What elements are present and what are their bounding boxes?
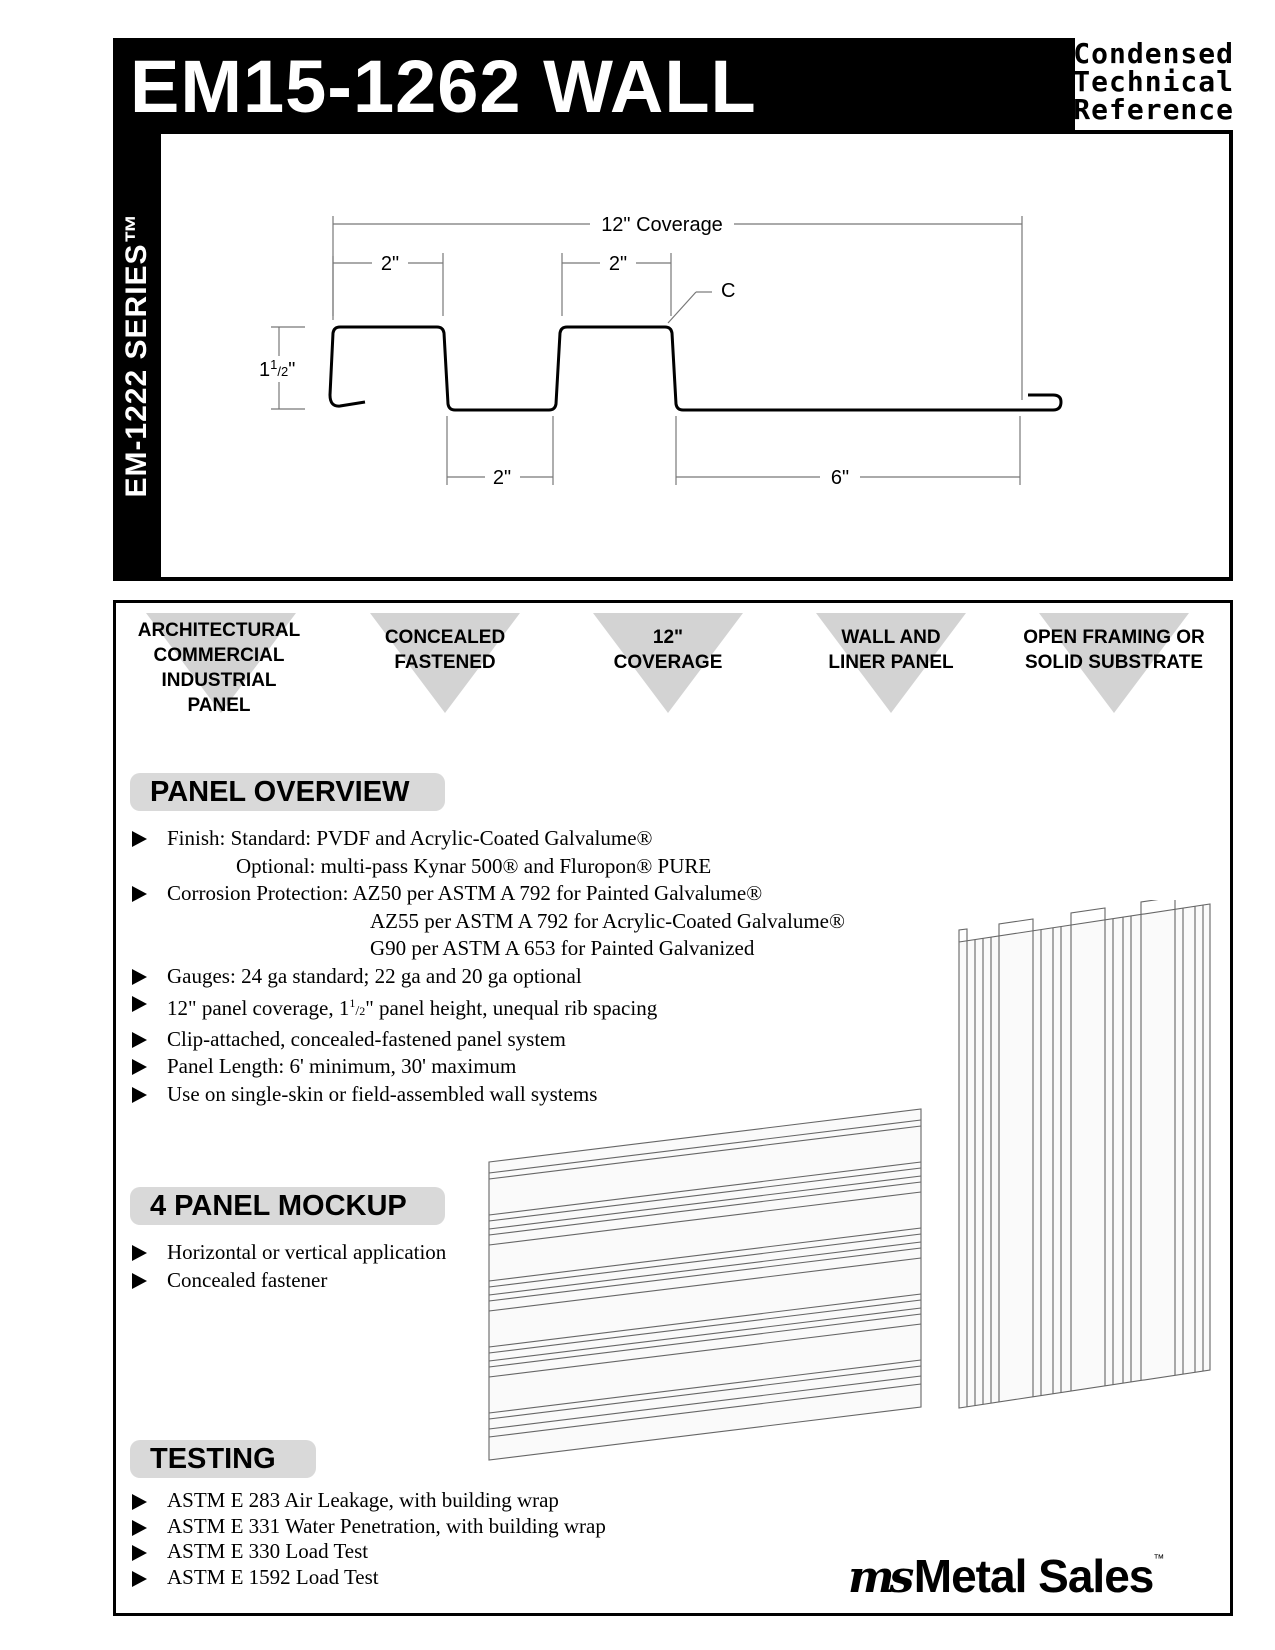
testing-heading-text: TESTING bbox=[150, 1443, 276, 1475]
reference-line-1: Condensed bbox=[1073, 37, 1234, 70]
length-item: Panel Length: 6' minimum, 30' maximum bbox=[130, 1053, 845, 1081]
mockup-heading bbox=[130, 1187, 445, 1225]
corrosion-item: Corrosion Protection: AZ50 per ASTM A 792 for Painted Galvalume® bbox=[130, 880, 845, 908]
dimension-labels bbox=[259, 214, 849, 489]
feature-concealed-fastened: CONCEALED FASTENED bbox=[384, 627, 506, 673]
logo-trademark: ™ bbox=[1153, 1553, 1165, 1565]
coverage-label: 12" Coverage bbox=[601, 214, 723, 236]
coverage-item: 12" panel coverage, $1^1/2$" panel height, unequal rib spacing bbox=[130, 990, 845, 1026]
reference-line-3: Reference bbox=[1073, 93, 1234, 126]
rib-top-left-label: 2" bbox=[380, 253, 400, 275]
panel-overview-heading bbox=[130, 773, 445, 811]
horizontal-panel-illustration bbox=[485, 1105, 925, 1465]
rib-top-right-label: 2" bbox=[608, 253, 628, 275]
testing-heading bbox=[130, 1440, 316, 1478]
pan-middle-label: 2" bbox=[492, 467, 512, 489]
finish-item: Finish: Standard: PVDF and Acrylic-Coated Galvalume® bbox=[130, 825, 845, 853]
testing-item-2: ASTM E 331 Water Penetration, with building wrap bbox=[130, 1514, 606, 1540]
logo-name: Metal Sales bbox=[913, 1550, 1154, 1602]
testing-item-1: ASTM E 283 Air Leakage, with building wrap bbox=[130, 1488, 606, 1514]
panel-overview-heading-text: PANEL OVERVIEW bbox=[150, 776, 410, 808]
panel-overview-list bbox=[130, 825, 845, 1108]
reference-line-2: Technical bbox=[1073, 65, 1234, 98]
testing-item-3: ASTM E 330 Load Test bbox=[130, 1539, 606, 1565]
feature-open-framing: OPEN FRAMING OR SOLID SUBSTRATE bbox=[1023, 627, 1205, 673]
pan-right-label: 6" bbox=[830, 467, 850, 489]
feature-architectural: ARCHITECTURAL COMMERCIAL INDUSTRIAL PANEL bbox=[137, 620, 301, 716]
vertical-panel-illustration bbox=[955, 900, 1215, 1420]
mockup-list bbox=[130, 1239, 446, 1294]
page-title: EM15-1262 WALL bbox=[130, 45, 757, 128]
height-label: $1^1_/2$" bbox=[259, 357, 296, 381]
feature-coverage: 12" COVERAGE bbox=[613, 627, 723, 673]
clip-item: Clip-attached, concealed-fastened panel system bbox=[130, 1026, 845, 1054]
testing-list bbox=[130, 1488, 606, 1590]
mockup-heading-text: 4 PANEL MOCKUP bbox=[150, 1190, 407, 1222]
logo-mark: ms bbox=[848, 1552, 910, 1603]
testing-item-4: ASTM E 1592 Load Test bbox=[130, 1565, 606, 1591]
use-item: Use on single-skin or field-assembled wall systems bbox=[130, 1081, 845, 1109]
corrosion-item-2: AZ55 per ASTM A 792 for Acrylic-Coated Galvalume® bbox=[370, 908, 845, 933]
corrosion-item-3: G90 per ASTM A 653 for Painted Galvanized bbox=[370, 936, 755, 960]
feature-wall-liner: WALL AND LINER PANEL bbox=[828, 627, 954, 673]
gauges-item: Gauges: 24 ga standard; 22 ga and 20 ga optional bbox=[130, 963, 845, 991]
finish-optional-item: Optional: multi-pass Kynar 500® and Fluropon® PURE bbox=[236, 853, 712, 878]
series-label: EM-1222 SERIES™ bbox=[120, 212, 153, 498]
panel-profile-outline bbox=[330, 327, 1061, 410]
mockup-item-1: Horizontal or vertical application bbox=[130, 1239, 446, 1267]
callout-label: C bbox=[721, 280, 736, 302]
metal-sales-logo bbox=[848, 1549, 1164, 1603]
condensed-technical-reference bbox=[1075, 38, 1238, 130]
mockup-item-2: Concealed fastener bbox=[130, 1267, 446, 1295]
panel-profile-diagram bbox=[161, 134, 1227, 577]
